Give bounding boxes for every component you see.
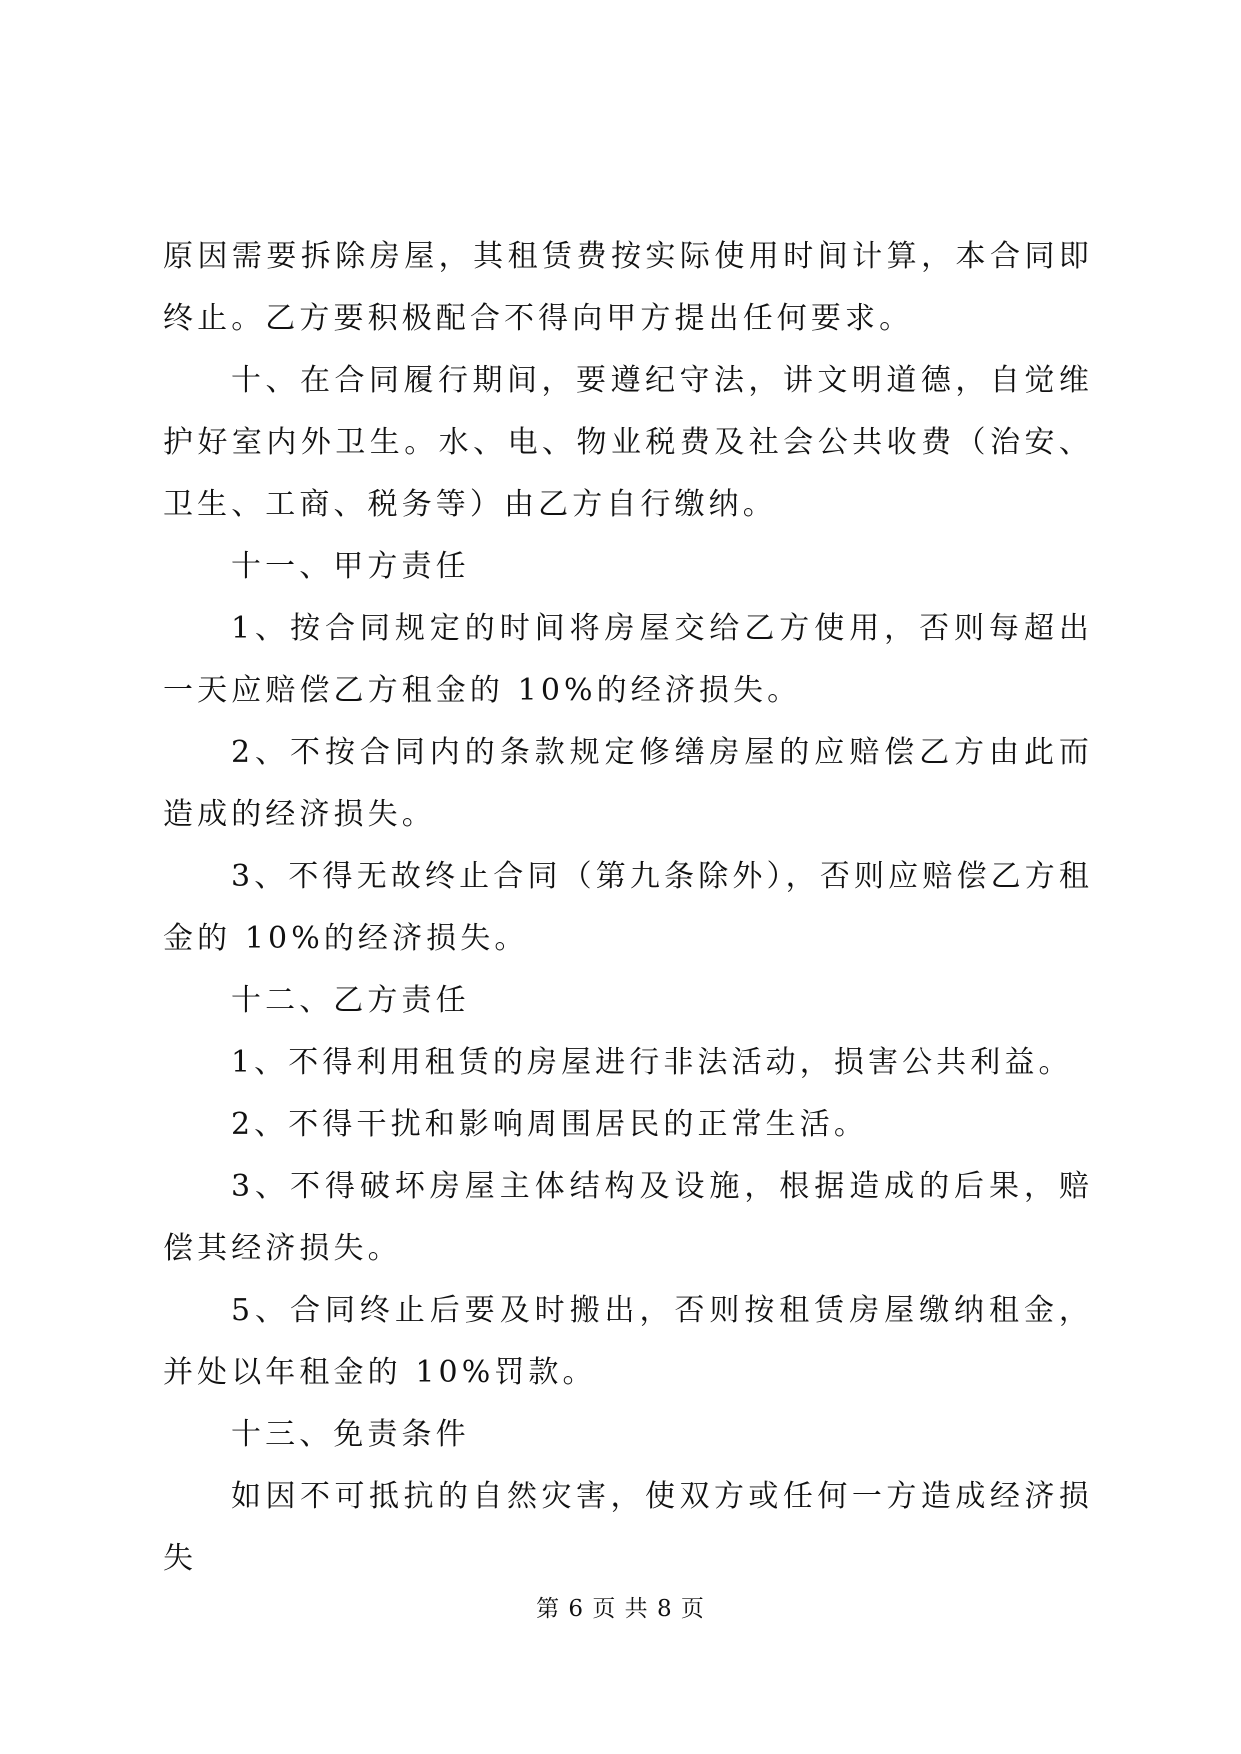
heading-clause-11: 十一、甲方责任 [231, 549, 470, 584]
page-footer: 第 6 页 共 8 页 [536, 1596, 705, 1622]
paragraph-clause-10: 十、在合同履行期间，要遵纪守法，讲文明道德，自觉维护好室内外卫生。水、电、物业税费及社会公共收费（治安、卫生、工商、税务等）由乙方自行缴纳。 [163, 363, 1093, 522]
paragraph-clause-12-item-2: 2、不得干扰和影响周围居民的正常生活。 [231, 1107, 868, 1142]
paragraph-continuation: 原因需要拆除房屋，其租赁费按实际使用时间计算，本合同即终止。乙方要积极配合不得向甲方提出任何要求。 [163, 239, 1093, 336]
document-body [163, 226, 1093, 1590]
paragraph-clause-12-item-5: 5、合同终止后要及时搬出，否则按租赁房屋缴纳租金，并处以年租金的 10%罚款。 [163, 1293, 1093, 1390]
heading-clause-13: 十三、免责条件 [231, 1417, 470, 1452]
heading-clause-12: 十二、乙方责任 [231, 983, 470, 1018]
paragraph-clause-13-text: 如因不可抵抗的自然灾害，使双方或任何一方造成经济损失 [163, 1479, 1093, 1576]
paragraph-clause-11-item-2: 2、不按合同内的条款规定修缮房屋的应赔偿乙方由此而造成的经济损失。 [163, 735, 1093, 832]
paragraph-clause-11-item-3: 3、不得无故终止合同（第九条除外），否则应赔偿乙方租金的 10%的经济损失。 [163, 859, 1093, 956]
paragraph-clause-12-item-3: 3、不得破坏房屋主体结构及设施，根据造成的后果，赔偿其经济损失。 [163, 1169, 1093, 1266]
paragraph-clause-12-item-1: 1、不得利用租赁的房屋进行非法活动，损害公共利益。 [231, 1045, 1073, 1080]
paragraph-clause-11-item-1: 1、按合同规定的时间将房屋交给乙方使用，否则每超出一天应赔偿乙方租金的 10%的经济损失。 [163, 611, 1093, 708]
